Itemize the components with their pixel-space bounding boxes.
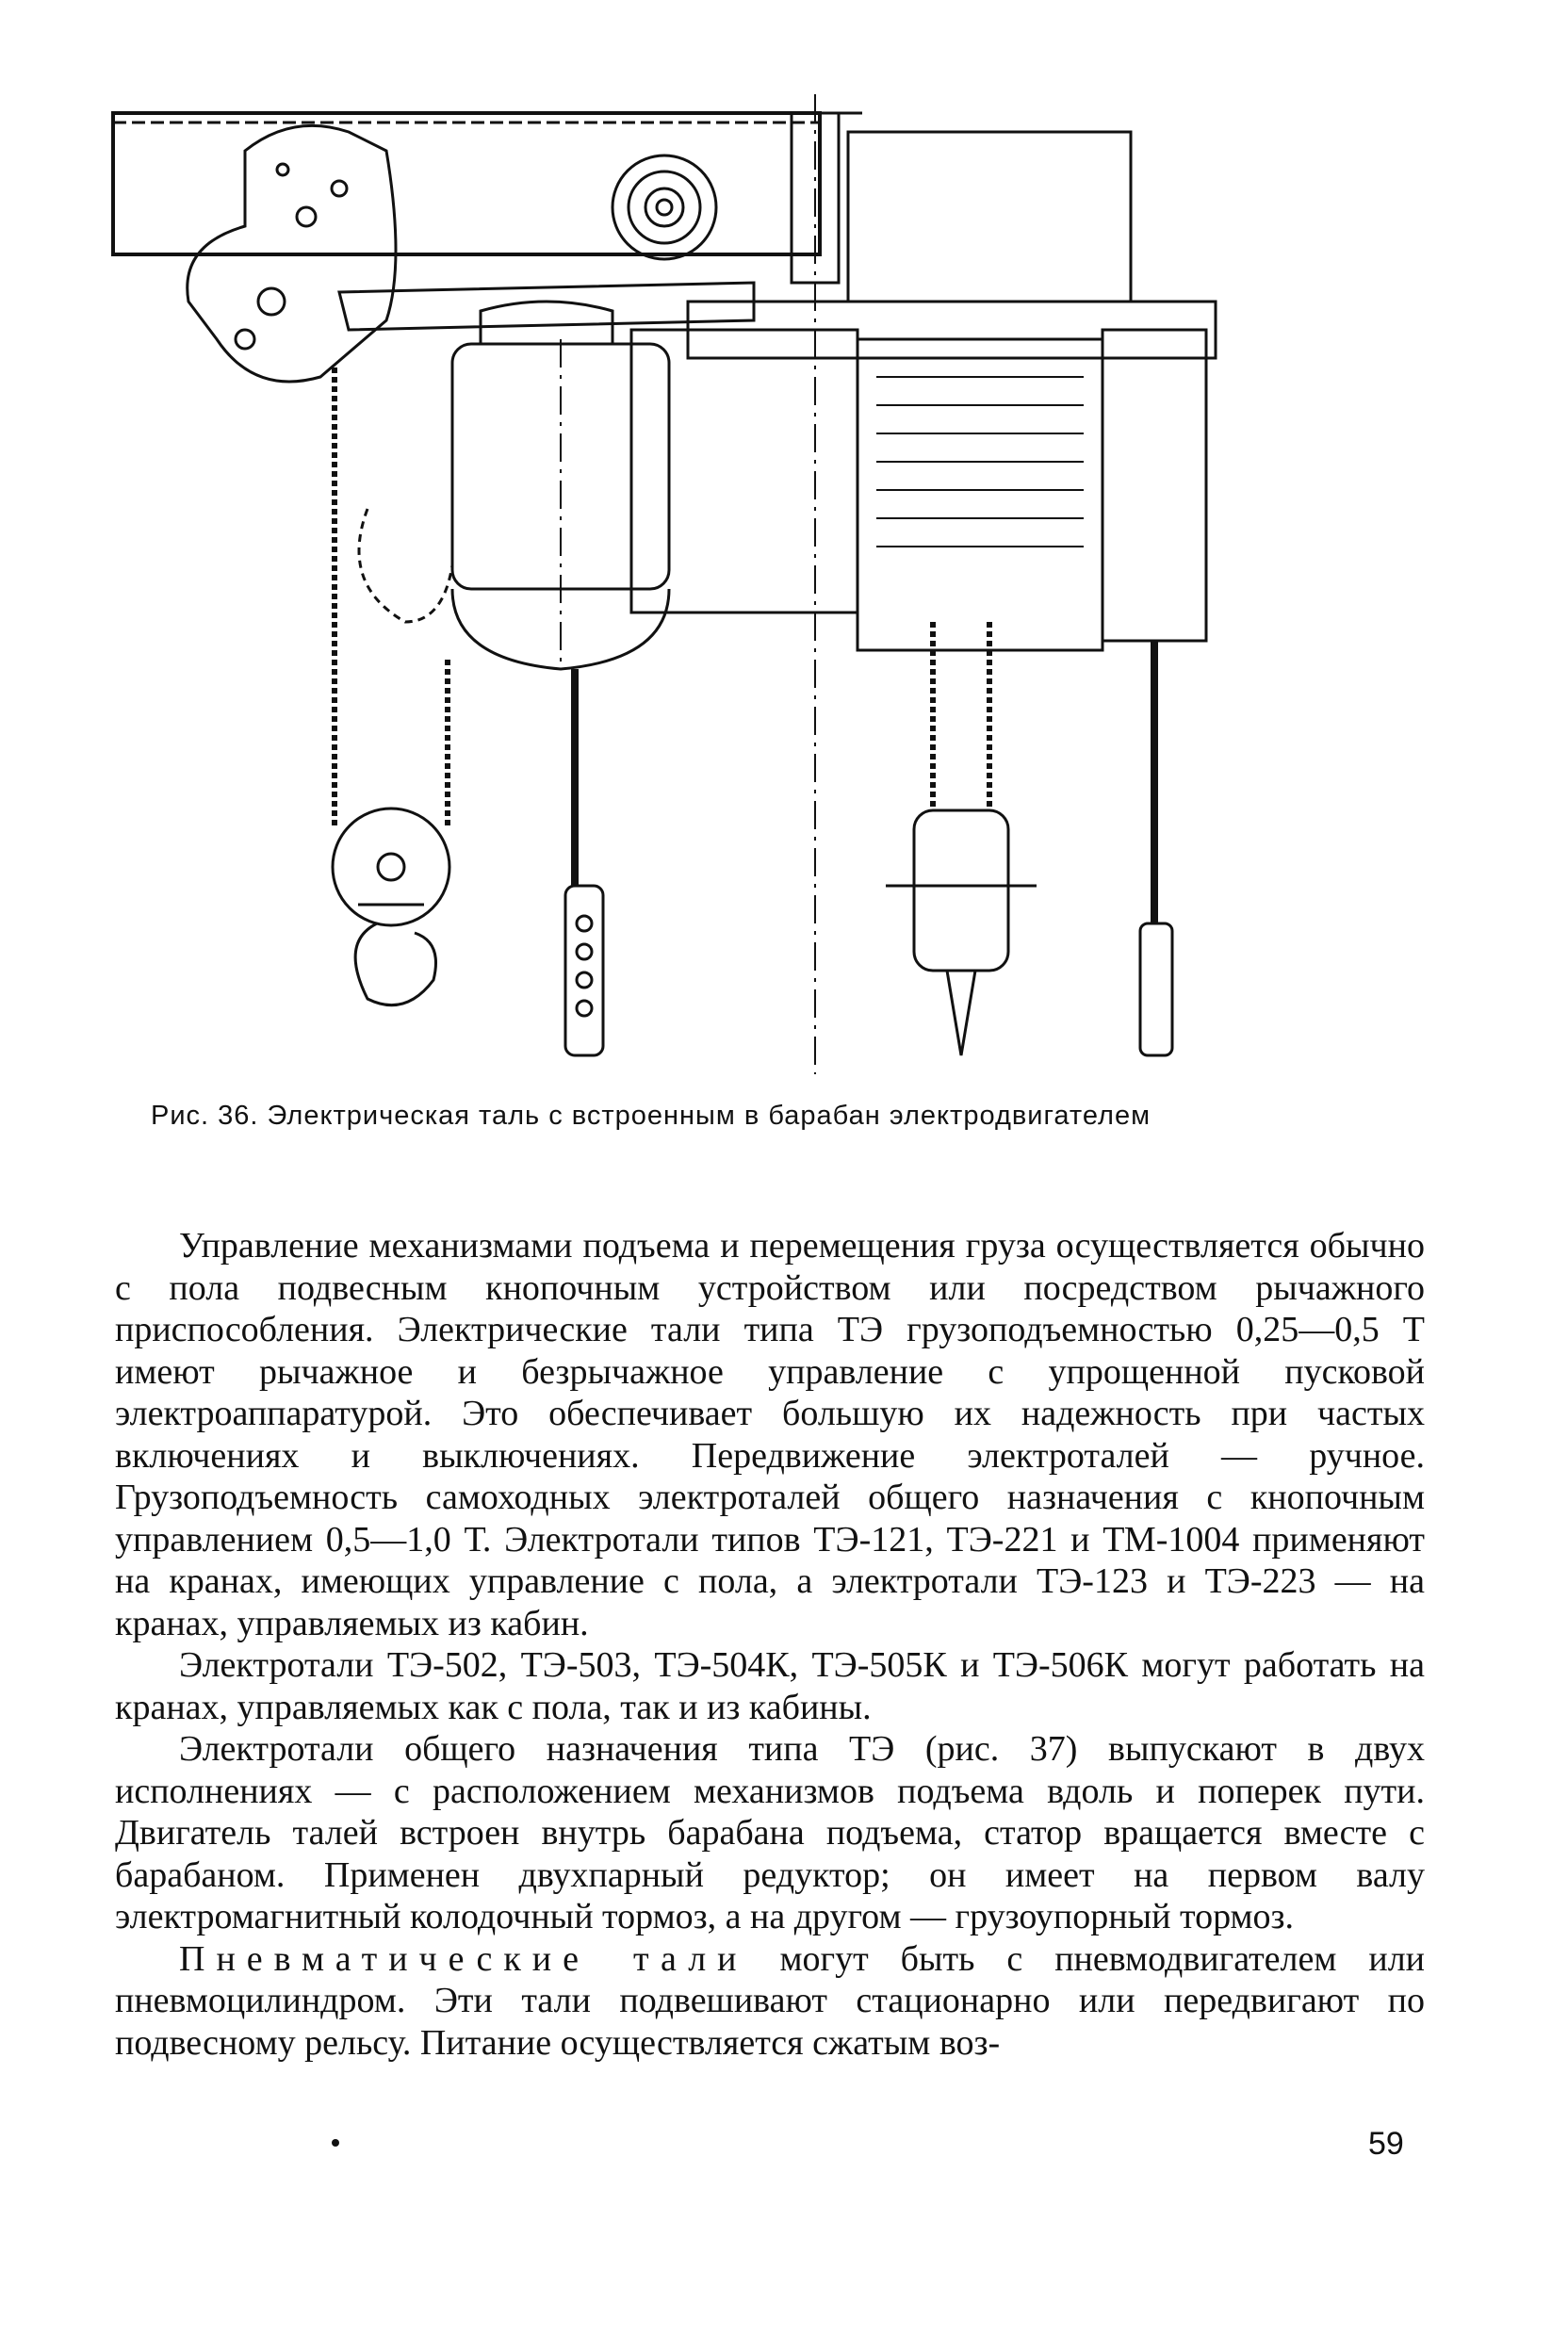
side-view-drawing bbox=[113, 113, 820, 1055]
electric-hoist-figure bbox=[104, 94, 1442, 1093]
print-mark bbox=[332, 2139, 339, 2147]
paragraph-4 bbox=[115, 1938, 1425, 2065]
figure-caption: Рис. 36. Электрическая таль с встроенным в барабан электродвигателем bbox=[151, 1101, 1152, 1131]
paragraph-1: Управление механизмами подъема и перемещения груза осуществляется обычно с пола подвесным кнопочным устройством или посредством рычажного приспособления. Электрические тали типа ТЭ грузоподъемностью 0,25—0,5 Т имеют рычажное и безрычажное управление с упрощенной пусковой электроаппаратурой. Это обеспечивает большую их надежность при частых включениях и выключениях. Передвижение электроталей — ручное. Грузоподъемность самоходных электроталей общего назначения с кнопочным управлением 0,5—1,0 Т. Электротали типов ТЭ-121, ТЭ-221 и ТМ-1004 применяют на кранах, имеющих управление с пола, а электротали ТЭ-123 и ТЭ-223 — на кранах, управляемых из кабин. bbox=[115, 1226, 1425, 1643]
paragraph-3: Электротали общего назначения типа ТЭ (рис. 37) выпускают в двух исполнениях — с расположением механизмов подъема вдоль и поперек пути. Двигатель талей встроен внутрь барабана подъема, статор вращается вместе с барабаном. Применен двухпарный редуктор; он имеет на первом валу электромагнитный колодочный тормоз, а на другом — грузоупорный тормоз. bbox=[115, 1729, 1425, 1936]
spaced-term: Пневматические тали bbox=[179, 1938, 748, 1979]
body-text bbox=[115, 1225, 1425, 2064]
page-number: 59 bbox=[1368, 2126, 1404, 2162]
front-view-drawing bbox=[631, 94, 1216, 1074]
paragraph-4-rest: могут быть с пневмодвигателем или пневмоцилиндром. Эти тали подвешивают стационарно или передвигают по подвесному рельсу. Питание осуществляется сжатым воз- bbox=[115, 1938, 1425, 2063]
paragraph-2: Электротали ТЭ-502, ТЭ-503, ТЭ-504К, ТЭ-505К и ТЭ-506К могут работать на кранах, управляемых как с пола, так и из кабины. bbox=[115, 1645, 1425, 1727]
hoist-drawing bbox=[104, 94, 1442, 1093]
